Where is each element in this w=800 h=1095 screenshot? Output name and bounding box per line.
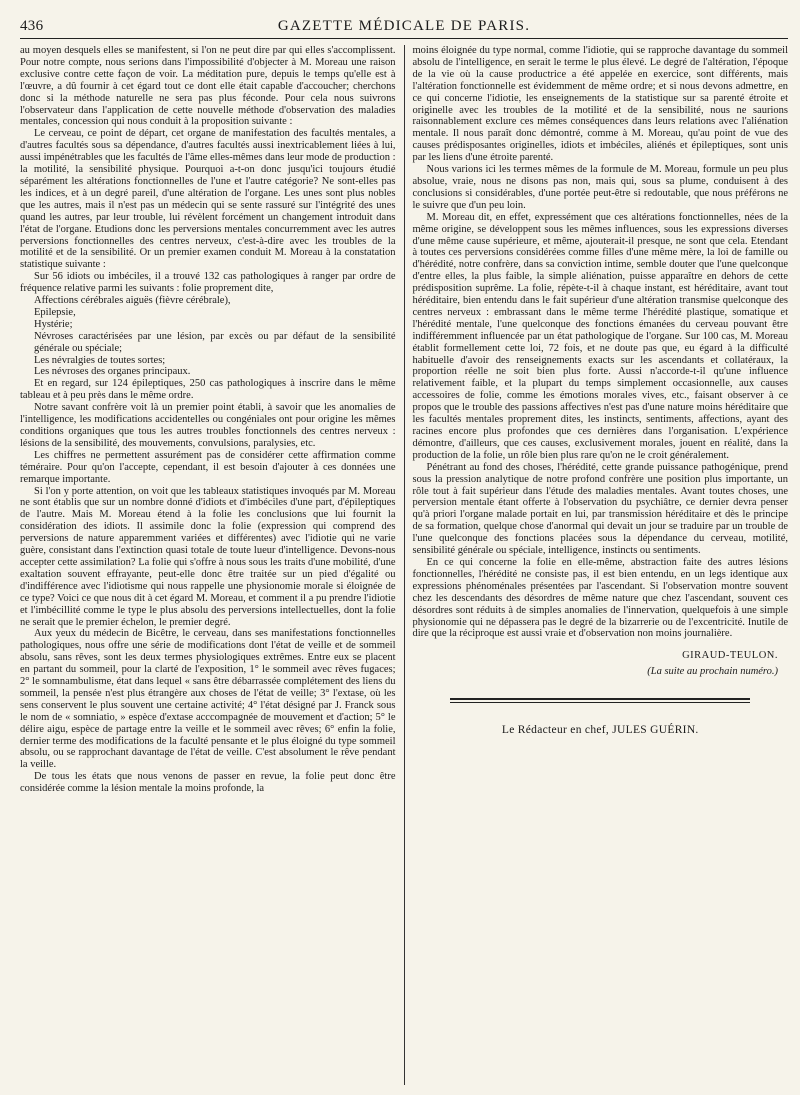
page-number: 436	[20, 18, 44, 34]
paragraph: En ce qui concerne la folie en elle-même, abstraction faite des autres lésions fonctionnelles, l'hérédité ne consiste pas, il est bien entendu, en un legs identique aux expressions phénoménales présentées par l'ascendant. Si l'observation montre souvent chez les descendants des désordres de même nature que chez l'ascendant, souvent ces désordres sont réduits à de simples anomalies de l'innervation, quelquefois à une simple physionomie qui ne dépassera pas le degré de la bizarrerie ou de l'excentricité. Inutile de dire que la réciproque est aussi vraie et d'observation non moins journalière.	[412, 556, 789, 640]
editor-prefix: Le Rédacteur en chef,	[501, 724, 610, 737]
paragraph: Si l'on y porte attention, on voit que les tableaux statistiques invoqués par M. Moreau ne sont établis que sur un nombre donné d'idiots et d'imbéciles d'une part, d'épileptiques de l'autre. Mais M. Moreau étend à la folie les conclusions que lui fournit la considération des idiots. Il assimile donc la folie (expression qui comprend des perversions de nature apparemment variées et différentes) avec l'idiotie qui ne varie guère, consistant dans l'extinction quasi totale de toute lueur d'intelligence. Devons-nous accepter cette assimilation? La folie qui s'offre à nous sous les traits d'une mobilité, d'une exaltation souvent effrayante, peut-elle donc être traitée sur un pied d'égalité ou d'indifférence avec l'idiotisme qui nous rappelle une physionomie morale si éloignée de ce type? Voici ce que nous dit à cet égard M. Moreau, et comment il a pu prendre l'idiotie et l'imbécillité comme le type le plus absolu des perversions intellectuelles, dont la folie ne serait que le premier échelon, le premier degré.	[20, 485, 396, 628]
paragraph: Et en regard, sur 124 épileptiques, 250 cas pathologiques à inscrire dans le même tableau et à peu près dans le même ordre.	[20, 378, 396, 402]
left-column	[20, 45, 404, 1085]
list-item: Affections cérébrales aiguës (fièvre cérébrale),	[34, 295, 231, 307]
paragraph: au moyen desquels elles se manifestent, si l'on ne peut dire par qui elles s'accomplissent. Pour notre compte, nous serions dans l'impossibilité d'objecter à M. Moreau une raison exclusive contre cette façon de voir. La méditation pure, depuis le temps qu'elle est à l'œuvre, a dû fournir à cet égard tout ce dont elle était capable d'accoucher; cherchons donc si la méthode naturelle ne sera pas plus féconde. Pour cela nous suivrons l'observateur dans l'application de cette nouvelle méthode d'observation des maladies mentales, concession qui nous conduit à la proposition suivante :	[20, 45, 396, 128]
list-item: Les névralgies de toutes sortes;	[34, 354, 166, 366]
list-item: Epilepsie,	[34, 306, 76, 318]
page-header	[20, 14, 788, 39]
paragraph: Les chiffres ne permettent assurément pas de considérer cette affirmation comme téméraire. Pour qu'on l'accepte, cependant, il est besoin d'ajouter à ces données une remarque importante.	[20, 449, 396, 485]
paragraph: Notre savant confrère voit là un premier point établi, à savoir que les anomalies de l'intelligence, les modifications accidentelles ou congéniales ont pour origine les mêmes conditions organiques que tous les autres troubles fonctionnels des centres nerveux : lésions de la sensibilité, des mouvements, convulsions, paralysies, etc.	[20, 402, 396, 449]
paragraph: Le cerveau, ce point de départ, cet organe de manifestation des facultés mentales, a d'autres facultés sous sa dépendance, d'autres facultés aussi inextricablement liées à lui, aussi impénétrables que les facultés de l'âme elles-mêmes dans leur mode de production : la motilité, la sensibilité physique. Pourquoi a-t-on donc jusqu'ici toujours étudié séparément les altérations fonctionnelles de l'une et l'autre catégorie? Ne sont-elles pas les indices, et à un degré pareil, d'une altération de l'organe. Les unes sont plus nobles que les autres, mais il n'est pas un médecin qui se sente rassuré sur l'intégrité des unes quand les autres, par leur trouble, lui révèlent forcément un changement introduit dans l'état de l'organe. Etudions donc les perversions mentales concurremment avec les autres perversions fonctionnelles des centres nerveux, c'est-à-dire avec les troubles de la motilité et de la sensibilité. Or un premier examen conduit M. Moreau à la constatation statistique suivante :	[20, 128, 396, 271]
article-columns	[20, 45, 788, 1085]
paragraph: Aux yeux du médecin de Bicêtre, le cerveau, dans ses manifestations fonctionnelles pathologiques, nous offre une série de modifications dont l'état de veille et de sommeil absolu, sans rêves, sont les deux termes physiologiques extrêmes. Entre eux se placent en partant du sommeil, pour la clarté de l'exposition, 1° le sommeil avec rêves fugaces; 2° le somnambulisme, état dans lequel « sans être débarrassée complétement des liens du sommeil, la pensée n'est plus étrangère aux choses de l'état de veille; 3° l'extase, où les sens conservent le plus souvent une certaine activité; 4° l'état désigné par J. Franck sous le nom de « somniatio, » espèce d'extase acccompagnée de mouvement et d'action; 5° le délire aigu, espèce de partage entre la veille et le sommeil avec rêves; 6° enfin la folie, dernier terme des modifications de la faculté pensante et le plus éloigné du type sommeil absolu, ou se rapprochant davantage de l'état de veille. C'est absolument le rêve pendant la veille.	[20, 628, 396, 771]
paragraph: De tous les états que nous venons de passer en revue, la folie peut donc être considérée comme la lésion mentale la moins profonde, la	[20, 771, 396, 795]
continued-note: (La suite au prochain numéro.)	[647, 666, 779, 678]
paragraph: moins éloignée du type normal, comme l'idiotie, qui se rapproche davantage du sommeil absolu de l'intelligence, en serait le terme le plus élevé. Le degré de l'altération, l'époque de la vie où la cause productrice a été appelée en exercice, sont différents, mais l'altération fonctionnelle est évidemment de même ordre; et si nous devons admettre, en ce qui concerne l'idiotie, les enseignements de la statistique sur sa parenté étroite et originelle avec les troubles de la motilité et de la sensibilité, nous ne saurions raisonnablement exclure ces mêmes conséquences dans leurs relations avec l'aliénation mentale. Il nous paraît donc démontré, comme à M. Moreau, qu'au point de vue des causes prédisposantes originelles, idiots et imbéciles, aliénés et épileptiques, sont unis par les liens d'une étroite parenté.	[412, 45, 789, 164]
list-item: Les névroses des organes principaux.	[34, 366, 191, 378]
right-column	[405, 45, 789, 1085]
divider-thin	[450, 702, 750, 703]
list-item: Hystérie;	[34, 318, 73, 330]
journal-title: GAZETTE MÉDICALE DE PARIS.	[277, 18, 531, 34]
divider-thick	[450, 698, 750, 700]
author-signature: GIRAUD-TEULON.	[682, 650, 779, 662]
paragraph: Sur 56 idiots ou imbéciles, il a trouvé 132 cas pathologiques à ranger par ordre de fréquence relative parmi les suivants : folie proprement dite,	[20, 271, 396, 295]
paragraph: Pénétrant au fond des choses, l'hérédité, cette grande puissance pathogénique, prend sous la pression analytique de notre profond confrère une position plus importante, un rôle tout à fait supérieur dans l'étude des maladies mentales. Avant toutes choses, une perversion mentale étant offerte à l'observation du psychiâtre, ce dernier devra penser qu'à priori l'organe malade portait en lui, par transmission héréditaire et dès le principe de sa formation, quelque chose d'anormal qui devait un jour se traduire par un trouble de l'une quelconque des fonctions placées sous la dépendance du cerveau, motilité, sensibilité générale ou spéciale, intelligence, instincts ou sentiments.	[412, 461, 789, 557]
paragraph: Nous varions ici les termes mêmes de la formule de M. Moreau, formule un peu plus absolue, vraie, nous ne disons pas non, mais qui, sous sa plume, conduisent à des conclusions si considérables, d'une portée peut-être si redoutable, que nous préférons ne le suivre que d'un peu loin.	[412, 164, 789, 211]
list-item: Névroses caractérisées par une lésion, par excès ou par défaut de la sensibilité générale ou spéciale;	[34, 330, 396, 354]
editor-name: JULES GUÉRIN.	[612, 724, 699, 737]
paragraph: M. Moreau dit, en effet, expressément que ces altérations fonctionnelles, nées de la même origine, se développent sous les mêmes influences, sous les expressions diverses d'une même cause supérieure, et même, ajouterait-il presque, ne sont que cela. Etendant à toutes ces perversions considérées comme filles d'une même mère, la loi de famille ou d'hérédité, notre confrère, dans sa conviction intime, semble douter que l'une quelconque d'entre elles, la plus faible, la simple aliénation, puisse apparaître en dehors de cette prédisposition suprême. La folie, répète-t-il à chaque instant, est héréditaire, avant tout héréditaire, bien entendu dans le fait supérieur d'une altération transmise quelconque des centres nerveux : embrassant dans le même terme l'hérédité plastique, somatique et l'hérédité mentale, l'une quelconque des fonctions émanées du cerveau pouvant être indifféremment influencée par un état pathologique de l'organe. Sur 100 cas, M. Moreau établit formellement cette loi, 72 fois, et ne doute pas que, eu égard à la difficulté habituelle d'avoir des renseignements exacts sur les ascendants et collatéraux, la proportion réelle ne soit bien plus forte. Aussi n'accorde-t-il qu'une influence relativement faible, et la plupart du temps simplement occasionnelle, aux causes accessoires de folie, comme les émotions morales vives, etc., faisant observer à ce propos que le trouble des passions affectives n'est pas d'une nature moins héréditaire que les facultés mentales proprement dites, les instincts, sentiments, affections, ayant des racines encore plus profondes que ces dernières dans l'organisation. L'expérience démontre, d'ailleurs, que ces causes, exclusivement morales, jouent en réalité, dans la production de la folie, un rôle bien plus rare qu'on ne le croit généralement.	[412, 211, 789, 461]
editor-line	[413, 725, 789, 737]
